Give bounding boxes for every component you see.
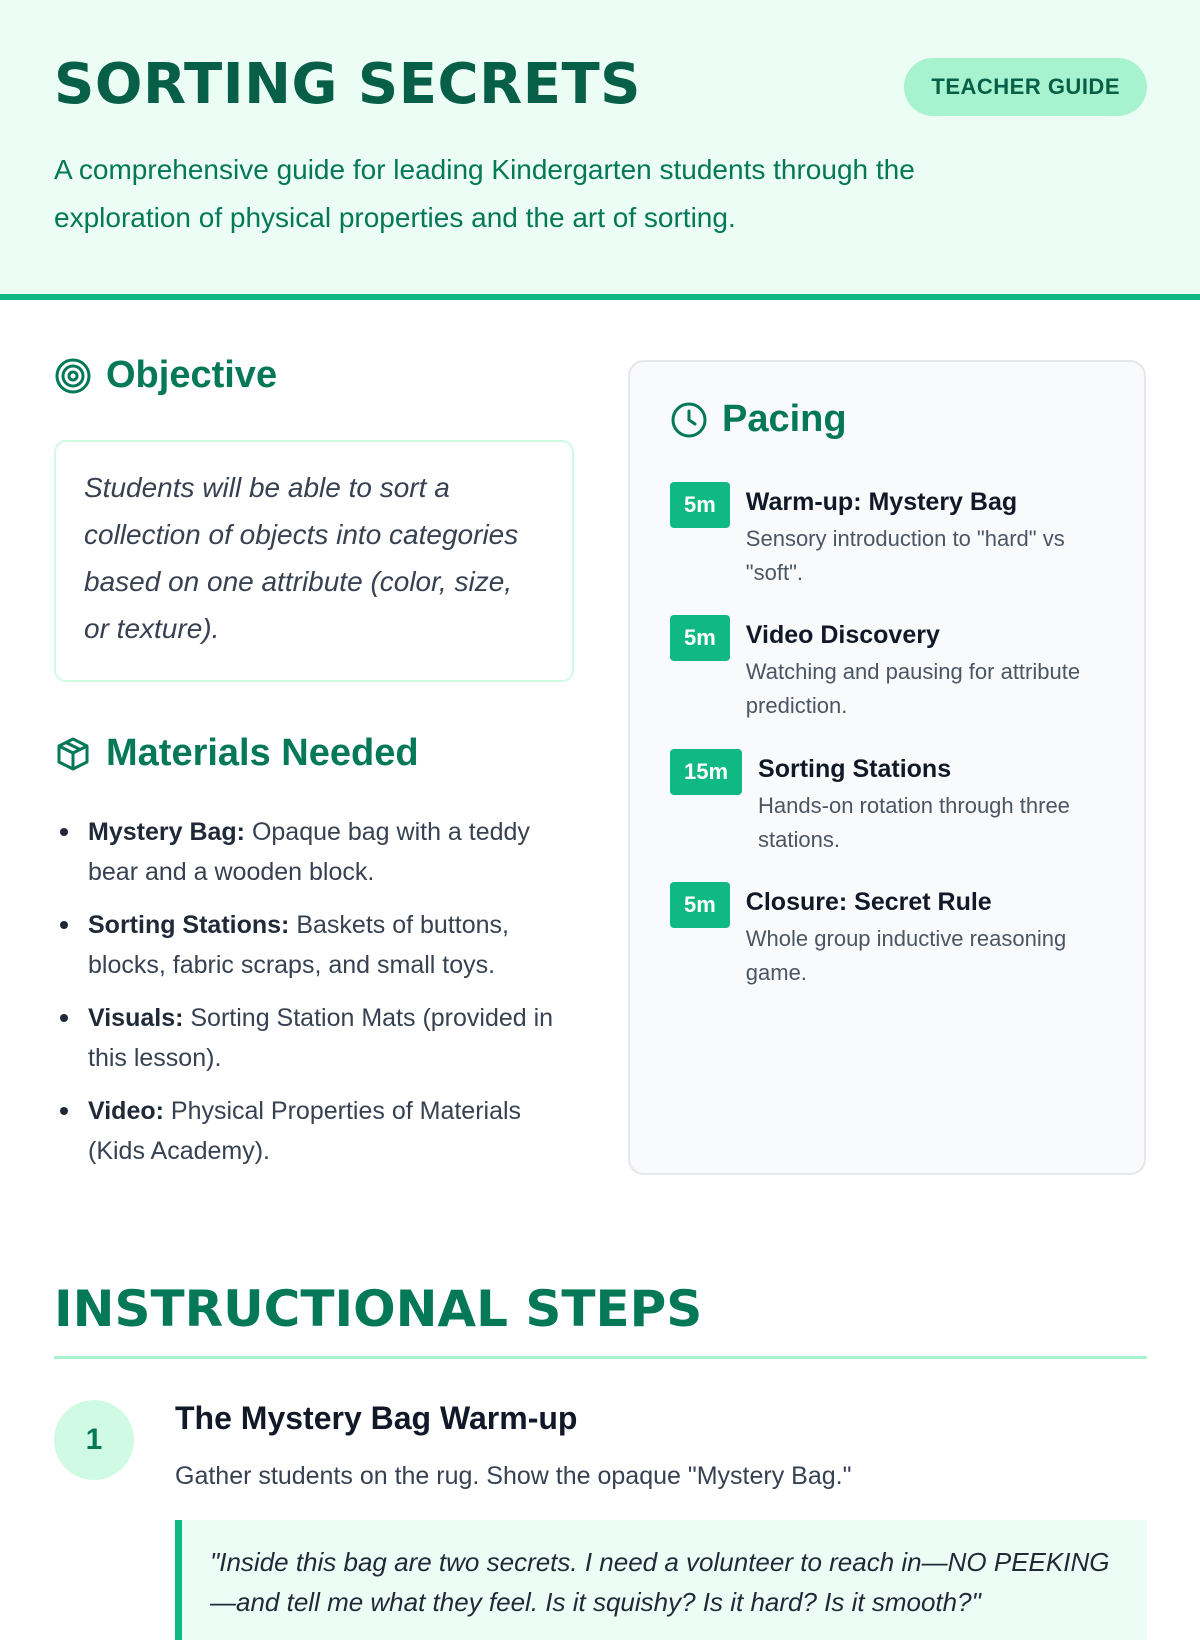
pacing-item-desc: Hands-on rotation through three stations.: [758, 793, 1070, 852]
time-badge: 5m: [670, 882, 730, 928]
pacing-item: [670, 615, 1110, 723]
divider: [54, 1356, 1147, 1359]
pacing-heading-label: Pacing: [722, 398, 847, 440]
page-title: SORTING SECRETS: [54, 52, 641, 117]
list-item: Sorting Stations: Baskets of buttons, blocks, fabric scraps, and small toys.: [54, 905, 574, 985]
pacing-item-title: Video Discovery: [745, 621, 940, 649]
time-badge: 5m: [670, 482, 730, 528]
clock-icon: [670, 401, 708, 439]
pacing-item-desc: Watching and pausing for attribute prediction.: [745, 659, 1081, 718]
objective-text: Students will be able to sort a collection of objects into categories based on one attribute (color, size, or texture).: [84, 472, 519, 644]
pacing-item: [670, 749, 1110, 857]
teacher-guide-badge: TEACHER GUIDE: [904, 58, 1147, 116]
steps-heading: INSTRUCTIONAL STEPS: [54, 1280, 703, 1338]
pacing-item-title: Sorting Stations: [758, 755, 952, 783]
step-quote-text: "Inside this bag are two secrets. I need a volunteer to reach in—NO PEEKING—and tell me what they feel. Is it squishy? Is it hard? Is it smooth?": [210, 1547, 1110, 1617]
time-badge: 15m: [670, 749, 742, 795]
time-badge: 5m: [670, 615, 730, 661]
target-icon: [54, 357, 92, 395]
pacing-item-title: Closure: Secret Rule: [745, 888, 992, 916]
pacing-item: [670, 882, 1110, 990]
pacing-item-title: Warm-up: Mystery Bag: [745, 488, 1018, 516]
list-item: Video: Physical Properties of Materials (Kids Academy).: [54, 1091, 574, 1171]
step-quote: [175, 1520, 1147, 1640]
objective-box: [54, 440, 574, 682]
pacing-heading: [670, 398, 847, 441]
page-subtitle: A comprehensive guide for leading Kindergarten students through the exploration of physical properties and the art of sorting.: [54, 154, 915, 233]
materials-list: [54, 812, 574, 1184]
page-header: [0, 0, 1200, 300]
step-title: The Mystery Bag Warm-up: [175, 1400, 578, 1436]
objective-heading-label: Objective: [106, 354, 278, 396]
step-number: 1: [54, 1400, 134, 1480]
pacing-item-desc: Whole group inductive reasoning game.: [745, 926, 1067, 985]
step-text: Gather students on the rug. Show the opaque "Mystery Bag.": [175, 1462, 852, 1490]
pacing-item: [670, 482, 1110, 590]
materials-heading-label: Materials Needed: [106, 732, 419, 774]
list-item: Mystery Bag: Opaque bag with a teddy bear and a wooden block.: [54, 812, 574, 892]
materials-heading: [54, 732, 419, 775]
package-icon: [54, 735, 92, 773]
objective-heading: [54, 354, 277, 397]
list-item: Visuals: Sorting Station Mats (provided in this lesson).: [54, 998, 574, 1078]
pacing-card: [628, 360, 1146, 1175]
pacing-item-desc: Sensory introduction to "hard" vs "soft".: [745, 526, 1065, 585]
